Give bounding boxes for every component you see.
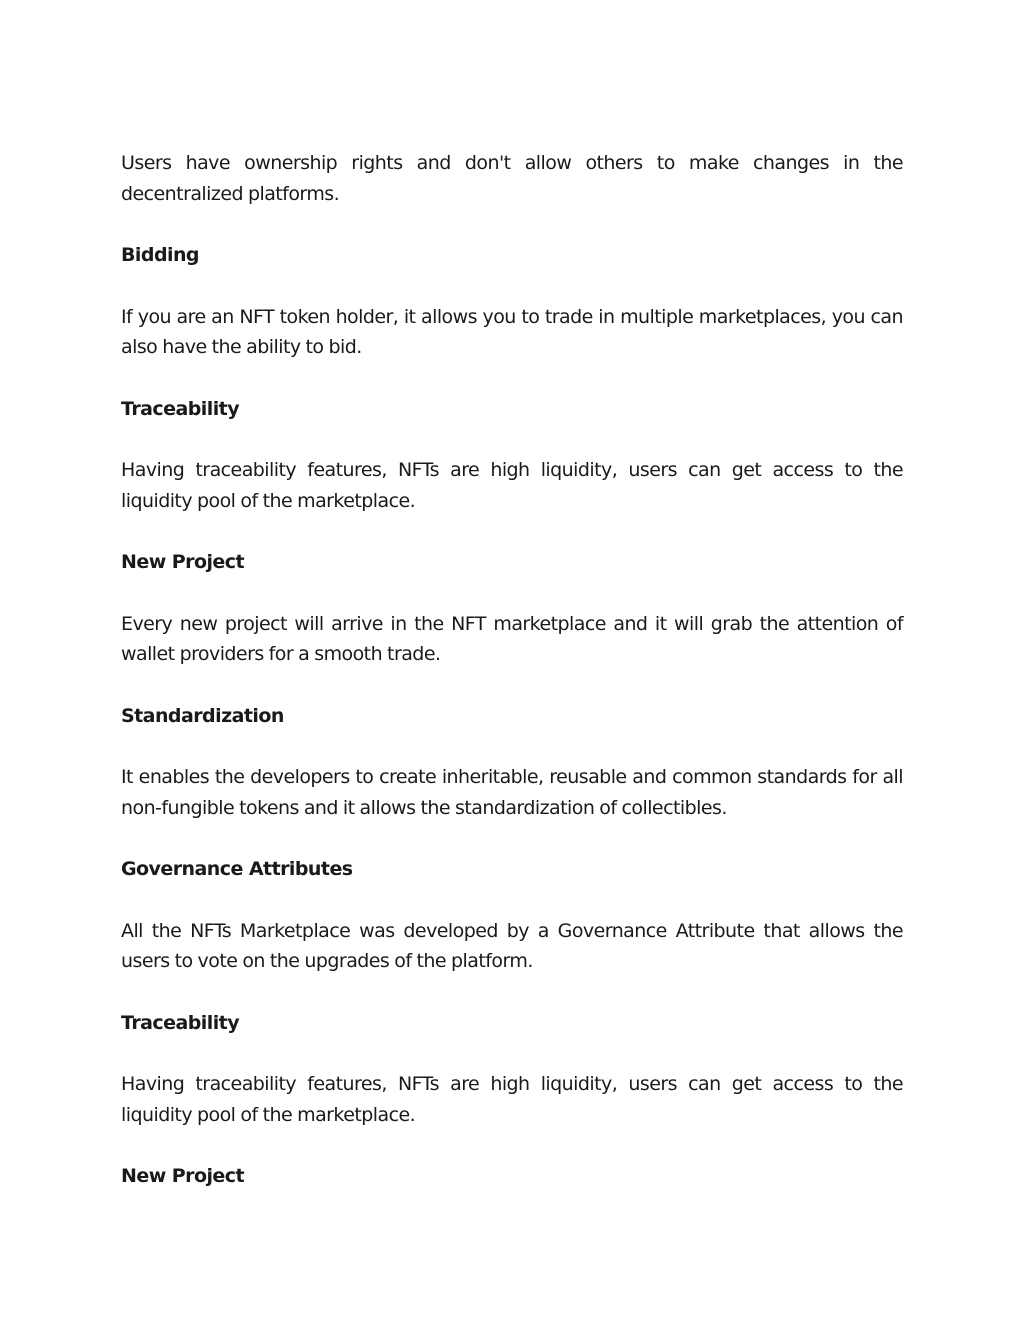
heading-traceability: Traceability	[121, 397, 240, 420]
heading-traceability-repeat: Traceability	[121, 1011, 240, 1034]
heading-governance-attributes: Governance Attributes	[121, 858, 353, 880]
heading-bidding: Bidding	[121, 244, 199, 266]
heading-new-project-repeat: New Project	[121, 1165, 244, 1187]
paragraph-bidding: If you are an NFT token holder, it allows you to trade in multiple marketplaces, you can also have the ability to bid.	[121, 305, 903, 358]
paragraph-new-project: Every new project will arrive in the NFT marketplace and it will grab the attention of wallet providers for a smooth trade.	[121, 612, 903, 665]
paragraph-governance-attributes: All the NFTs Marketplace was developed by a Governance Attribute that allows the users to vote on the upgrades of the platform.	[121, 919, 903, 972]
paragraph-ownership: Users have ownership rights and don't allow others to make changes in the decentralized platforms.	[121, 152, 903, 205]
paragraph-standardization: It enables the developers to create inheritable, reusable and common standards for all non-fungible tokens and it allows the standardization of collectibles.	[121, 766, 903, 819]
heading-standardization: Standardization	[121, 704, 284, 727]
paragraph-traceability-repeat: Having traceability features, NFTs are high liquidity, users can get access to the liquidity pool of the marketplace.	[121, 1073, 903, 1126]
heading-new-project: New Project	[121, 551, 244, 573]
document-body	[121, 148, 903, 1192]
paragraph-traceability: Having traceability features, NFTs are high liquidity, users can get access to the liquidity pool of the marketplace.	[121, 459, 903, 512]
